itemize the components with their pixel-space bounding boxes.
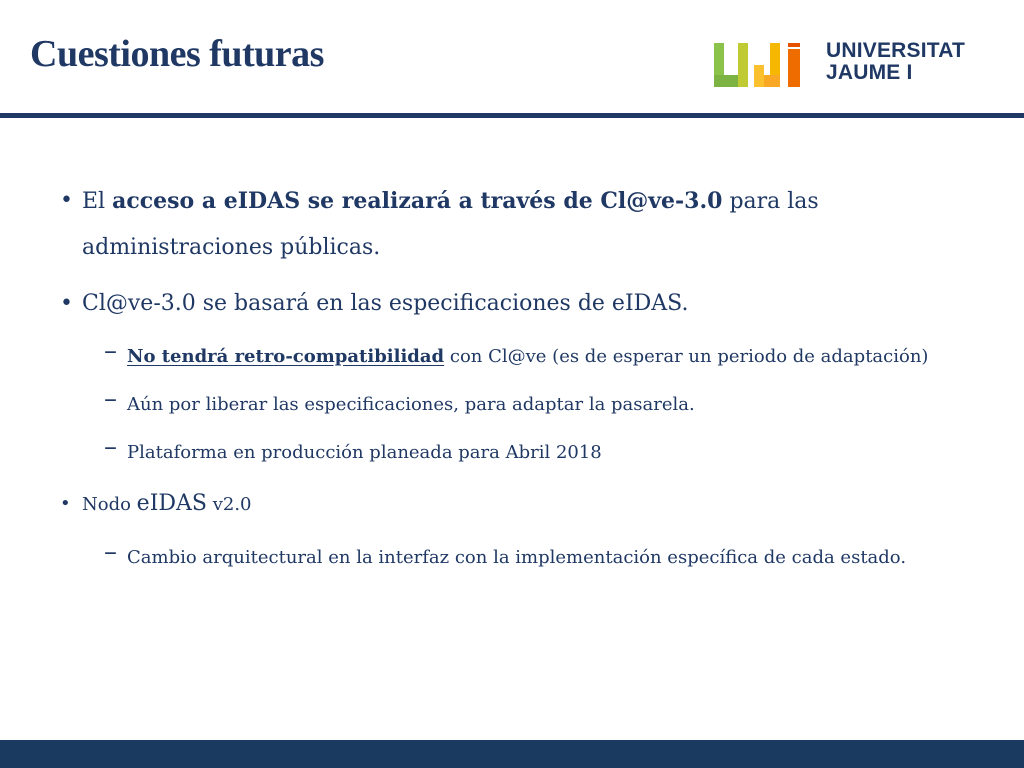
bullet-item: • El acceso a eIDAS se realizará a través de Cl@ve-3.0 para las administraciones públicas.: [60, 178, 990, 271]
sub-bullet-item: – Aún por liberar las especificaciones, para adaptar la pasarela.: [60, 381, 990, 429]
dash-icon: –: [104, 537, 117, 567]
uji-logo-icon: [714, 43, 814, 87]
header-divider: [0, 113, 1024, 118]
bullet-icon: •: [60, 291, 73, 316]
sub-bullet-item: – No tendrá retro-compatibilidad con Cl@ve (es de esperar un periodo de adaptación): [60, 333, 990, 381]
university-logo: [714, 40, 986, 90]
bullet-emphasis: acceso a eIDAS se realizará a través de Cl@ve-3.0: [112, 188, 723, 214]
dash-icon: –: [104, 432, 117, 462]
slide-title: Cuestiones futuras: [30, 33, 324, 75]
sub-bullet-item: – Cambio arquitectural en la interfaz con la implementación específica de cada estado.: [60, 534, 990, 582]
sub-bullet-item: – Plataforma en producción planeada para Abril 2018: [60, 429, 990, 477]
logo-line-2: JAUME I: [826, 61, 913, 84]
logo-wordmark: [826, 40, 965, 84]
sub-bullet-emphasis: No tendrá retro-compatibilidad: [127, 346, 445, 367]
logo-line-1: UNIVERSITAT: [826, 39, 966, 62]
bullet-list: [60, 178, 990, 582]
bullet-item: • Cl@ve-3.0 se basará en las especificaciones de eIDAS.: [60, 281, 990, 327]
dash-icon: –: [104, 384, 117, 414]
bullet-item: • Nodo eIDAS v2.0: [60, 481, 990, 528]
bullet-icon: •: [60, 188, 73, 213]
bullet-icon: •: [60, 493, 71, 514]
dash-icon: –: [104, 336, 117, 366]
footer-bar: [0, 740, 1024, 768]
